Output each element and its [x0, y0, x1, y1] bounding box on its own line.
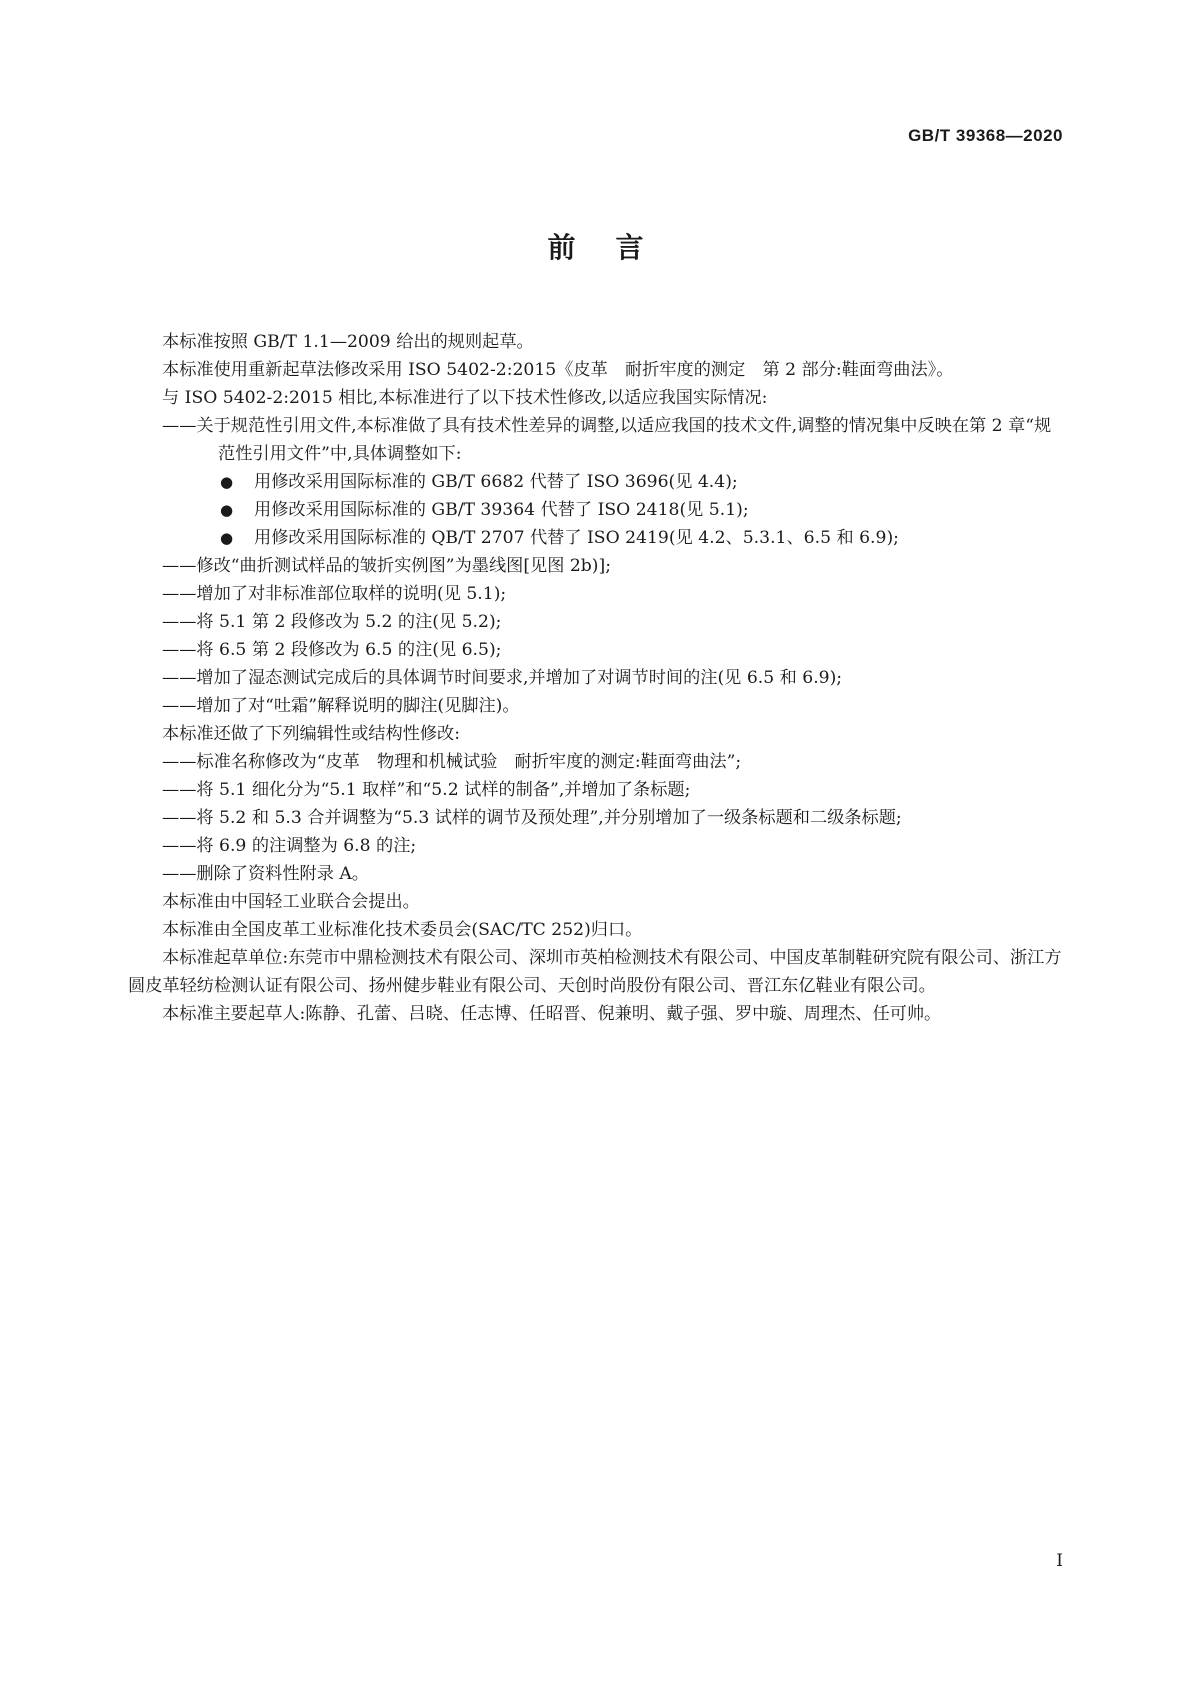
dash-list-item: ——增加了对“吐霜”解释说明的脚注(见脚注)。 [162, 696, 520, 716]
dash-list-item: ——增加了对非标准部位取样的说明(见 5.1); [162, 584, 507, 604]
dash-list-item: ——增加了湿态测试完成后的具体调节时间要求,并增加了对调节时间的注(见 6.5 和 6.9); [162, 668, 843, 688]
paragraph: 本标准由全国皮革工业标准化技术委员会(SAC/TC 252)归口。 [162, 920, 643, 940]
bullet-icon: ● [220, 501, 234, 519]
standard-code: GB/T 39368—2020 [908, 126, 1063, 145]
dash-list-item: ——将 5.1 细化分为“5.1 取样”和“5.2 试样的制备”,并增加了条标题; [162, 780, 691, 800]
page-title: 前言 [547, 231, 684, 264]
dash-list-item: ——将 6.5 第 2 段修改为 6.5 的注(见 6.5); [162, 640, 502, 660]
bullet-item [128, 524, 1062, 552]
dash-list-item: ——将 5.1 第 2 段修改为 5.2 的注(见 5.2); [162, 612, 502, 632]
bullet-item [128, 496, 1062, 524]
paragraph: 本标准起草单位:东莞市中鼎检测技术有限公司、深圳市英柏检测技术有限公司、中国皮革制鞋研究院有限公司、浙江方圆皮革轻纺检测认证有限公司、扬州健步鞋业有限公司、天创时尚股份有限公司、晋江东亿鞋业有限公司。 [128, 948, 1062, 996]
dash-list-item: ——删除了资料性附录 A。 [162, 864, 369, 884]
dash-list-item: ——关于规范性引用文件,本标准做了具有技术性差异的调整,以适应我国的技术文件,调整的情况集中反映在第 2 章“规范性引用文件”中,具体调整如下: [162, 416, 1052, 464]
bullet-item [128, 468, 1062, 496]
page-number: I [1056, 1551, 1063, 1571]
bullet-text: 用修改采用国际标准的 GB/T 6682 代替了 ISO 3696(见 4.4); [254, 472, 738, 492]
paragraph: 与 ISO 5402-2:2015 相比,本标准进行了以下技术性修改,以适应我国实际情况: [162, 388, 768, 408]
dash-list-item: ——将 5.2 和 5.3 合并调整为“5.3 试样的调节及预处理”,并分别增加了一级条标题和二级条标题; [162, 808, 902, 828]
bullet-icon: ● [220, 473, 234, 491]
paragraph: 本标准使用重新起草法修改采用 ISO 5402-2:2015《皮革 耐折牢度的测定 第 2 部分:鞋面弯曲法》。 [162, 360, 954, 380]
bullet-text: 用修改采用国际标准的 QB/T 2707 代替了 ISO 2419(见 4.2、5.3.1、6.5 和 6.9); [254, 528, 899, 548]
dash-list-item: ——将 6.9 的注调整为 6.8 的注; [162, 836, 417, 856]
dash-list-item: ——修改“曲折测试样品的皱折实例图”为墨线图[见图 2b)]; [162, 556, 612, 576]
bullet-icon: ● [220, 529, 234, 547]
paragraph: 本标准主要起草人:陈静、孔蕾、吕晓、任志博、任昭晋、倪兼明、戴子强、罗中璇、周理杰、任可帅。 [162, 1004, 942, 1024]
bullet-text: 用修改采用国际标准的 GB/T 39364 代替了 ISO 2418(见 5.1); [254, 500, 749, 520]
paragraph: 本标准还做了下列编辑性或结构性修改: [162, 724, 460, 744]
paragraph: 本标准按照 GB/T 1.1—2009 给出的规则起草。 [162, 332, 534, 352]
preface-body [128, 328, 1062, 1028]
paragraph: 本标准由中国轻工业联合会提出。 [162, 892, 420, 912]
dash-list-item: ——标准名称修改为“皮革 物理和机械试验 耐折牢度的测定:鞋面弯曲法”; [162, 752, 742, 772]
